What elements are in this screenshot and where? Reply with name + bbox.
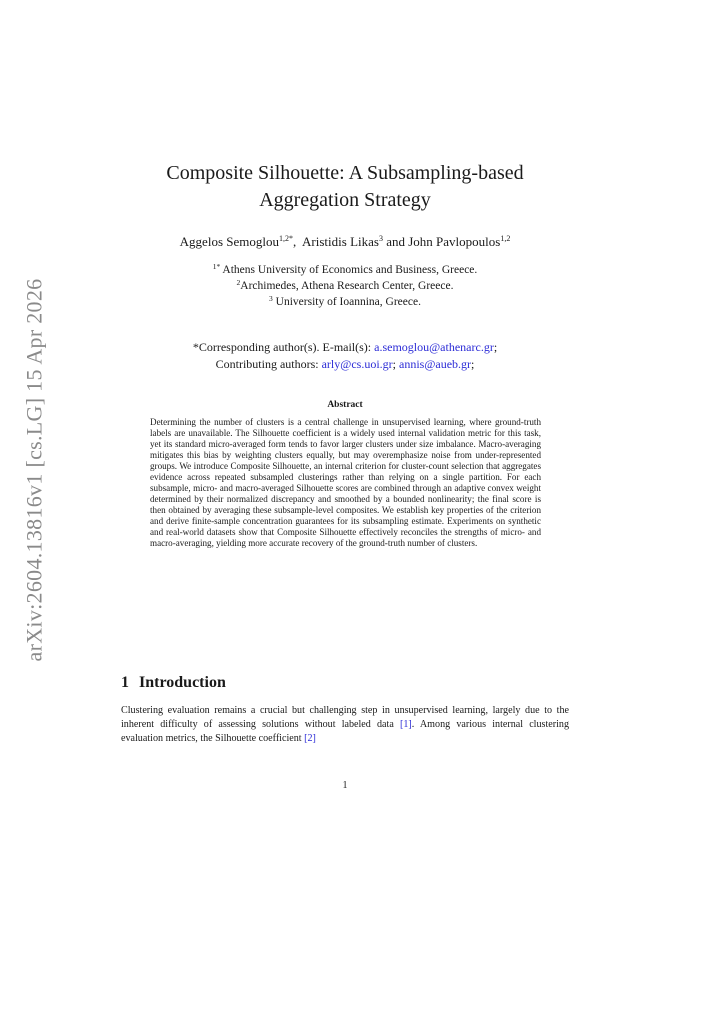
contributing-email-link-1[interactable]: arly@cs.uoi.gr [321, 357, 393, 371]
author-name: Aristidis Likas [302, 234, 379, 249]
contributing-email-link-2[interactable]: annis@aueb.gr [399, 357, 472, 371]
author-affiliation-mark: 3 [378, 234, 383, 243]
corresponding-email-link[interactable]: a.semoglou@athenarc.gr [374, 340, 494, 354]
intro-text-part-2: . Among various internal clustering evaluation metrics, the Silhouette coefficient [121, 719, 570, 744]
arxiv-identifier-text: arXiv:2604.13816v1 [cs.LG] 15 Apr 2026 [21, 278, 47, 662]
author-name: John Pavlopoulos [408, 234, 501, 249]
abstract-heading: Abstract [327, 400, 363, 410]
corresponding-suffix: ; [493, 340, 498, 354]
section-number: 1 [121, 674, 129, 691]
citation-link-1[interactable]: [1] [399, 719, 412, 730]
contributing-authors-line [110, 356, 580, 373]
arxiv-identifier-stamp [10, 278, 58, 662]
affiliation-text: University of Ioannina, Greece. [272, 296, 421, 308]
affiliation-text: Archimedes, Athena Research Center, Greece. [240, 280, 454, 292]
affiliation-item [110, 294, 580, 310]
affiliation-list [110, 262, 580, 310]
corresponding-author-line [110, 339, 580, 356]
section-title: Introduction [139, 674, 226, 691]
author-separator: , [292, 234, 303, 249]
affiliation-mark: 1* [212, 262, 221, 271]
paper-title [120, 160, 570, 214]
contributing-suffix: ; [471, 357, 475, 371]
author-name: Aggelos Semoglou [179, 234, 279, 249]
contact-block [110, 339, 580, 373]
affiliation-mark: 2 [236, 278, 241, 287]
author-list [110, 233, 580, 250]
page-number: 1 [342, 780, 348, 791]
affiliation-item [110, 278, 580, 294]
introduction-paragraph [121, 704, 569, 746]
author-affiliation-mark: 1,2 [500, 234, 511, 243]
affiliation-item [110, 262, 580, 278]
paper-title-line-2: Aggregation Strategy [259, 189, 431, 211]
author-affiliation-mark: 1,2* [278, 234, 293, 243]
author-separator: and [382, 234, 409, 249]
contributing-separator: ; [392, 357, 399, 371]
contributing-prefix: Contributing authors: [215, 357, 322, 371]
abstract-body: Determining the number of clusters is a central challenge in unsupervised learning, where ground-truth labels are unavailable. The Silhouette coefficient is a widely used internal validation metric for this task, yet its standard micro-averaged form tends to favor larger clusters under size imbalance. Macro-averaging mitigates this bias by weighting clusters equally, but may overemphasize noise from under-represented groups. We introduce Composite Silhouette, an internal criterion for cluster-count selection that aggregates evidence across repeated subsampled clusterings rather than relying on a single partition. For each subsample, micro- and macro-averaged Silhouette scores are combined through an adaptive convex weight determined by their normalized discrepancy and smoothed by a bounded nonlinearity; the final score is then obtained by averaging these subsample-level composites. We establish key properties of the criterion and derive finite-sample concentration guarantees for its subsampling estimate. Experiments on synthetic and real-world datasets show that Composite Silhouette effectively reconciles the strengths of micro- and macro-averaging, yielding more accurate recovery of the ground-truth number of clusters. [150, 417, 541, 548]
corresponding-prefix: *Corresponding author(s). E-mail(s): [192, 340, 375, 354]
paper-title-line-1: Composite Silhouette: A Subsampling-based [166, 162, 524, 184]
section-heading-introduction [121, 674, 226, 692]
affiliation-mark: 3 [269, 294, 273, 303]
intro-text-part-1: Clustering evaluation remains a crucial but challenging step in unsupervised learning, largely due to the inherent difficulty of assessing solutions without labeled data [121, 705, 569, 730]
affiliation-text: Athens University of Economics and Business, Greece. [220, 264, 478, 276]
citation-link-2[interactable]: [2] [304, 733, 316, 744]
